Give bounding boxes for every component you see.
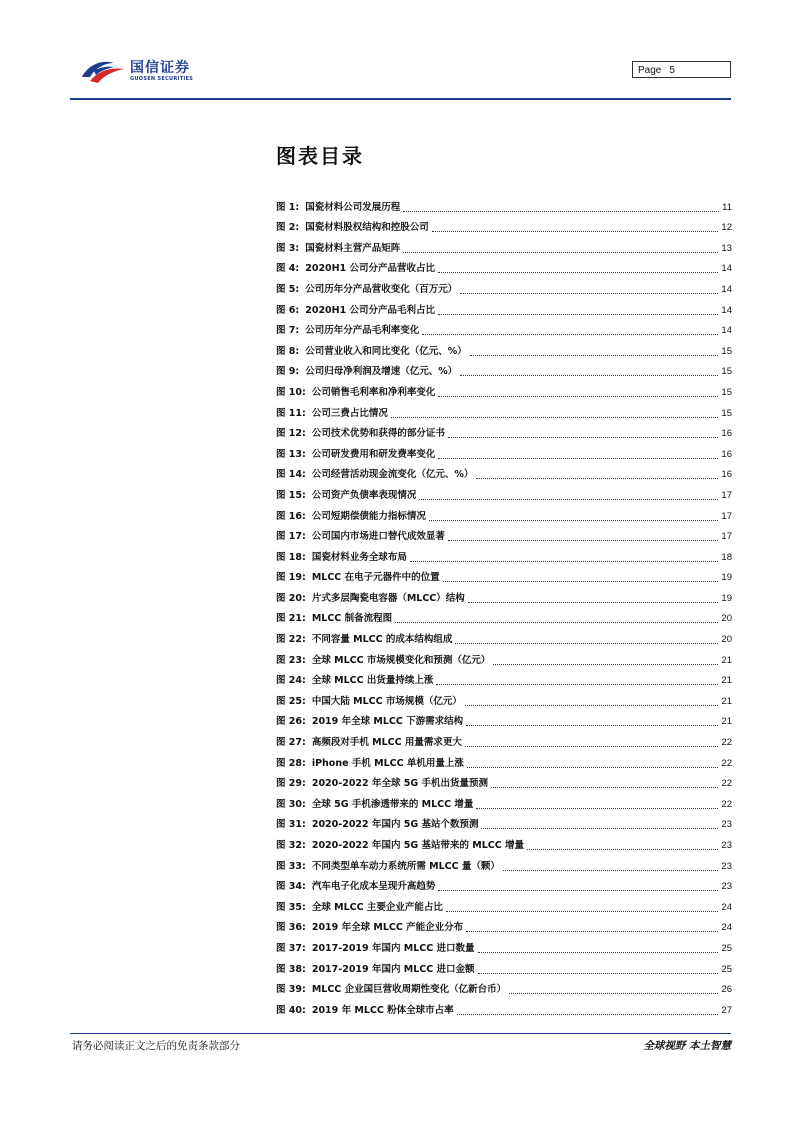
toc-entry-label: 图 2: [276, 222, 300, 234]
toc-entry[interactable] [276, 893, 732, 914]
toc-entry-label: 图 14: [276, 469, 306, 481]
toc-entry-leader [493, 663, 718, 665]
toc-entry-leader [403, 210, 719, 212]
toc-entry-label: 图 20: [276, 592, 306, 604]
toc-entry-page: 15 [721, 366, 732, 378]
toc-entry-page: 14 [721, 283, 732, 295]
toc-entry-page: 18 [721, 551, 732, 563]
toc-entry-text: 片式多层陶瓷电容器（MLCC）结构 [311, 592, 465, 604]
toc-entry-text: 全球 5G 手机渗透带来的 MLCC 增量 [311, 798, 474, 810]
toc-entry-text: 汽车电子化成本呈现升高趋势 [311, 881, 436, 893]
guosen-logo-icon [80, 57, 126, 85]
toc-entry-leader [438, 271, 718, 273]
toc-entry-leader [481, 827, 718, 829]
logo-english-name: GUOSEN SECURITIES [130, 75, 194, 82]
toc-entry-leader [436, 683, 718, 685]
logo-text [130, 60, 193, 83]
toc-entry[interactable] [276, 440, 732, 461]
toc-entry[interactable] [276, 420, 732, 441]
toc-entry-page: 24 [721, 922, 732, 934]
toc-entry[interactable] [276, 296, 732, 317]
toc-entry-page: 23 [721, 860, 732, 872]
toc-entry-leader [470, 354, 719, 356]
toc-entry-label: 图 36: [276, 922, 306, 934]
toc-title: 图表目录 [276, 144, 364, 168]
toc-entry[interactable] [276, 317, 732, 338]
toc-entry-label: 图 19: [276, 572, 306, 584]
toc-entry-label: 图 23: [276, 654, 306, 666]
toc-entry-leader [448, 436, 719, 438]
toc-entry-label: 图 34: [276, 881, 306, 893]
toc-entry-page: 22 [721, 757, 732, 769]
toc-entry-text: 公司研发费用和研发费率变化 [311, 448, 436, 460]
toc-entry[interactable] [276, 625, 732, 646]
toc-entry[interactable] [276, 955, 732, 976]
toc-entry-label: 图 22: [276, 634, 306, 646]
toc-entry-text: 2019 年 MLCC 粉体全球市占率 [311, 1004, 454, 1016]
toc-entry-text: 2020-2022 年国内 5G 基站带来的 MLCC 增量 [311, 840, 525, 851]
toc-entry-leader [438, 395, 718, 397]
toc-entry-page: 17 [721, 531, 732, 543]
toc-entry[interactable] [276, 749, 732, 770]
toc-entry-label: 图 37: [276, 942, 306, 954]
toc-entry-label: 图 27: [276, 737, 306, 749]
toc-entry-page: 20 [721, 613, 732, 625]
toc-entry-text: 国瓷材料业务全球布局 [311, 551, 407, 563]
toc-entry-leader [443, 580, 719, 582]
toc-entry-leader [395, 621, 718, 623]
toc-entry-page: 25 [721, 963, 732, 975]
toc-entry-leader [467, 766, 719, 768]
toc-entry-page: 17 [721, 510, 732, 522]
toc-entry-page: 21 [721, 654, 732, 666]
toc-entry-leader [429, 519, 719, 521]
toc-entry-page: 15 [721, 386, 732, 398]
toc-entry-page: 14 [721, 304, 732, 316]
toc-entry-text: 公司营业收入和同比变化（亿元、%） [305, 345, 467, 357]
toc-entry-page: 24 [721, 901, 732, 913]
toc-entry-leader [478, 972, 719, 974]
toc-entry[interactable] [276, 234, 732, 255]
header-divider [70, 98, 731, 100]
toc-entry[interactable] [276, 564, 732, 585]
toc-entry-label: 图 11: [276, 407, 306, 419]
toc-entry-label: 图 5: [276, 283, 300, 295]
toc-entry-text: 公司国内市场进口替代成效显著 [311, 531, 445, 543]
toc-entry-leader [457, 1013, 719, 1015]
toc-entry-page: 14 [721, 263, 732, 275]
toc-entry-leader [503, 869, 719, 871]
toc-entry-page: 15 [721, 407, 732, 419]
toc-entry-text: 公司历年分产品毛利率变化 [305, 325, 420, 337]
toc-entry[interactable] [276, 502, 732, 523]
toc-entry-text: 中国大陆 MLCC 市场规模（亿元） [311, 695, 462, 707]
toc-entry-label: 图 24: [276, 675, 306, 687]
toc-entry-leader [476, 807, 718, 809]
toc-entry[interactable] [276, 543, 732, 564]
toc-entry-label: 图 40: [276, 1004, 306, 1016]
toc-entry-text: 高频段对手机 MLCC 用量需求更大 [311, 737, 462, 749]
toc-entry-leader [419, 498, 718, 500]
toc-entry-leader [438, 313, 718, 315]
toc-entry[interactable] [276, 873, 732, 894]
toc-entry-text: iPhone 手机 MLCC 单机用量上涨 [311, 757, 464, 769]
toc-entry-text: 2020H1 公司分产品毛利占比 [305, 304, 436, 316]
logo-chinese-name: 国信证券 [130, 59, 190, 76]
toc-entry-page: 19 [721, 592, 732, 604]
toc-list [276, 193, 732, 1017]
toc-entry-label: 图 30: [276, 798, 306, 810]
toc-entry-page: 11 [722, 201, 732, 213]
toc-entry[interactable] [276, 646, 732, 667]
toc-entry-leader [468, 601, 719, 603]
toc-entry-page: 15 [721, 345, 732, 357]
toc-entry-leader [460, 374, 718, 376]
toc-entry[interactable] [276, 914, 732, 935]
toc-entry-text: MLCC 企业国巨营收周期性变化（亿新台币） [311, 984, 507, 996]
toc-entry-text: 公司技术优势和获得的部分证书 [311, 428, 445, 440]
toc-entry-text: 公司销售毛利率和净利率变化 [311, 386, 436, 398]
toc-entry[interactable] [276, 770, 732, 791]
toc-entry-page: 23 [721, 819, 732, 831]
toc-entry-page: 21 [721, 675, 732, 687]
toc-entry-page: 21 [721, 716, 732, 728]
toc-entry-leader [438, 457, 718, 459]
toc-entry[interactable] [276, 275, 732, 296]
footer-slogan: 全球视野 本土智慧 [643, 1040, 731, 1052]
toc-entry-leader [410, 560, 719, 562]
toc-entry-leader [465, 745, 719, 747]
toc-entry[interactable] [276, 378, 732, 399]
toc-entry-text: 公司历年分产品营收变化（百万元） [305, 283, 458, 295]
toc-entry-label: 图 17: [276, 531, 306, 543]
toc-entry[interactable] [276, 728, 732, 749]
toc-entry-label: 图 31: [276, 819, 306, 831]
toc-entry-text: 公司短期偿债能力指标情况 [311, 510, 426, 522]
toc-entry[interactable] [276, 934, 732, 955]
toc-entry-text: 2019 年全球 MLCC 产能企业分布 [311, 922, 464, 934]
toc-entry-text: 全球 MLCC 市场规模变化和预测（亿元） [311, 654, 491, 666]
toc-entry[interactable] [276, 481, 732, 502]
toc-entry-label: 图 15: [276, 489, 306, 501]
toc-entry-text: 公司经营活动现金流变化（亿元、%） [311, 469, 474, 481]
toc-entry-page: 13 [721, 242, 732, 254]
toc-entry-label: 图 8: [276, 345, 300, 357]
toc-entry-page: 22 [721, 778, 732, 790]
toc-entry-label: 图 10: [276, 386, 306, 398]
toc-entry-page: 23 [721, 881, 732, 893]
toc-entry[interactable] [276, 255, 732, 276]
toc-entry-text: 2019 年全球 MLCC 下游需求结构 [311, 716, 464, 728]
toc-entry-label: 图 25: [276, 695, 306, 707]
toc-entry-label: 图 3: [276, 242, 300, 254]
toc-entry-leader [466, 724, 718, 726]
toc-entry-leader [438, 889, 718, 891]
toc-entry-text: 公司归母净利润及增速（亿元、%） [305, 366, 458, 378]
toc-entry-page: 26 [721, 984, 732, 996]
toc-entry-label: 图 21: [276, 613, 306, 625]
toc-entry-text: 全球 MLCC 出货量持续上涨 [311, 675, 434, 687]
toc-entry-page: 23 [721, 840, 732, 851]
guosen-logo [80, 56, 193, 86]
toc-entry[interactable] [276, 996, 732, 1017]
toc-entry-label: 图 6: [276, 304, 300, 316]
toc-entry[interactable] [276, 667, 732, 688]
toc-entry-label: 图 26: [276, 716, 306, 728]
toc-entry-leader [422, 333, 718, 335]
toc-entry[interactable] [276, 214, 732, 235]
toc-entry-page: 16 [721, 469, 732, 481]
toc-entry-text: 不同类型单车动力系统所需 MLCC 量（颗） [311, 860, 500, 872]
toc-entry-page: 19 [721, 572, 732, 584]
toc-entry[interactable] [276, 976, 732, 997]
toc-entry-leader [527, 848, 718, 850]
toc-entry[interactable] [276, 358, 732, 379]
toc-entry-label: 图 28: [276, 757, 306, 769]
toc-entry-text: 2017-2019 年国内 MLCC 进口金额 [311, 963, 475, 975]
toc-entry[interactable] [276, 337, 732, 358]
toc-entry-label: 图 39: [276, 984, 306, 996]
toc-entry-leader [432, 230, 719, 232]
toc-entry-page: 16 [721, 428, 732, 440]
toc-entry-page: 16 [721, 448, 732, 460]
toc-entry-leader [476, 477, 718, 479]
toc-entry-leader [446, 910, 719, 912]
toc-entry[interactable] [276, 605, 732, 626]
toc-entry-label: 图 29: [276, 778, 306, 790]
toc-entry[interactable] [276, 811, 732, 832]
footer-disclaimer: 请务必阅读正文之后的免责条款部分 [72, 1040, 240, 1052]
toc-entry-page: 12 [721, 222, 732, 234]
toc-entry-leader [465, 704, 719, 706]
toc-entry-leader [448, 539, 719, 541]
toc-entry[interactable] [276, 687, 732, 708]
toc-entry-text: 2020-2022 年全球 5G 手机出货量预测 [311, 778, 488, 790]
page-indicator [632, 61, 731, 78]
toc-entry-label: 图 4: [276, 263, 300, 275]
toc-entry-page: 27 [721, 1004, 732, 1016]
toc-entry[interactable] [276, 399, 732, 420]
toc-entry[interactable] [276, 461, 732, 482]
toc-entry-label: 图 35: [276, 901, 306, 913]
toc-entry-text: 公司资产负债率表现情况 [311, 489, 417, 501]
toc-entry-leader [491, 786, 718, 788]
toc-entry-text: MLCC 制备流程图 [311, 613, 393, 625]
toc-entry[interactable] [276, 852, 732, 873]
toc-entry-leader [478, 951, 719, 953]
toc-entry-label: 图 1: [276, 201, 300, 213]
page-label: Page [638, 65, 662, 76]
toc-entry-leader [509, 992, 718, 994]
toc-entry-text: 2017-2019 年国内 MLCC 进口数量 [311, 942, 475, 954]
toc-entry[interactable] [276, 790, 732, 811]
toc-entry-label: 图 18: [276, 551, 306, 563]
toc-entry-text: 国瓷材料股权结构和控股公司 [305, 222, 429, 234]
toc-entry-text: 2020H1 公司分产品营收占比 [305, 263, 436, 275]
toc-entry-page: 20 [721, 634, 732, 646]
toc-entry-label: 图 32: [276, 840, 306, 851]
toc-entry-label: 图 12: [276, 428, 306, 440]
toc-entry-leader [455, 642, 718, 644]
footer-divider [70, 1033, 731, 1034]
toc-entry-page: 21 [721, 695, 732, 707]
toc-entry-leader [391, 416, 719, 418]
page-number: 5 [669, 65, 675, 76]
toc-entry-text: MLCC 在电子元器件中的位置 [311, 572, 440, 584]
toc-entry-label: 图 38: [276, 963, 306, 975]
toc-entry-page: 14 [721, 325, 732, 337]
toc-entry-label: 图 9: [276, 366, 300, 378]
toc-entry-page: 17 [721, 489, 732, 501]
toc-entry-text: 不同容量 MLCC 的成本结构组成 [311, 634, 453, 646]
toc-entry[interactable] [276, 708, 732, 729]
toc-entry-leader [403, 251, 718, 253]
toc-entry[interactable] [276, 831, 732, 852]
toc-entry-text: 国瓷材料公司发展历程 [305, 201, 401, 213]
toc-entry-text: 全球 MLCC 主要企业产能占比 [311, 901, 443, 913]
toc-entry-label: 图 13: [276, 448, 306, 460]
toc-entry-label: 图 16: [276, 510, 306, 522]
toc-entry-label: 图 33: [276, 860, 306, 872]
toc-entry-page: 25 [721, 942, 732, 954]
toc-entry-text: 2020-2022 年国内 5G 基站个数预测 [311, 819, 479, 831]
toc-entry-text: 国瓷材料主营产品矩阵 [305, 242, 401, 254]
toc-entry-label: 图 7: [276, 325, 300, 337]
page-header [0, 0, 793, 110]
toc-entry-leader [466, 930, 718, 932]
toc-entry-page: 22 [721, 798, 732, 810]
toc-entry[interactable] [276, 193, 732, 214]
toc-entry-leader [460, 292, 718, 294]
toc-entry-page: 22 [721, 737, 732, 749]
toc-entry[interactable] [276, 584, 732, 605]
toc-entry[interactable] [276, 523, 732, 544]
toc-entry-text: 公司三费占比情况 [311, 407, 388, 419]
